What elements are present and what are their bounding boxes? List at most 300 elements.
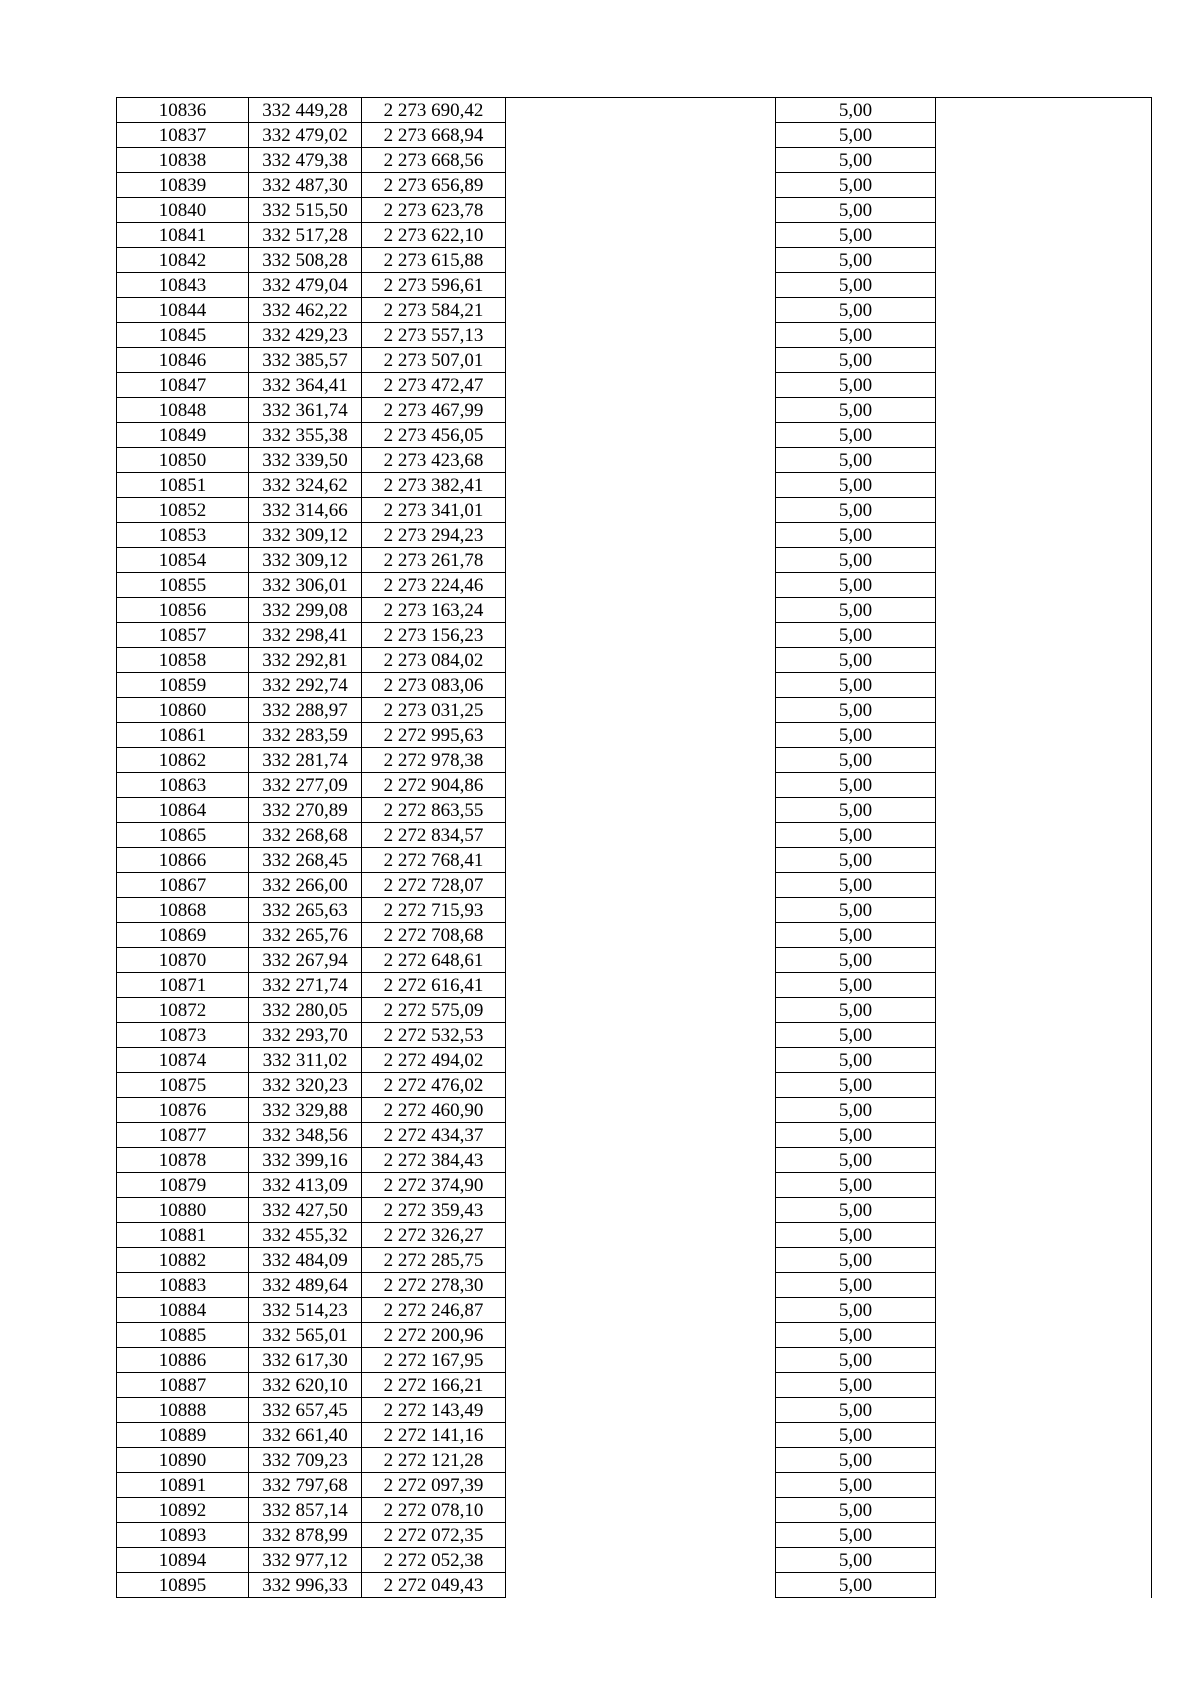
table-row [117,948,1152,973]
empty-cell [936,723,1152,748]
x-coordinate-cell: 332 339,50 [249,448,362,473]
point-number-cell: 10853 [117,523,249,548]
table-row [117,373,1152,398]
point-number-cell: 10842 [117,248,249,273]
x-coordinate-cell: 332 299,08 [249,598,362,623]
table-row [117,98,1152,123]
y-coordinate-cell: 2 272 460,90 [362,1098,506,1123]
empty-cell [936,948,1152,973]
y-coordinate-cell: 2 272 494,02 [362,1048,506,1073]
point-number-cell: 10888 [117,1398,249,1423]
table-row [117,148,1152,173]
empty-cell [506,1573,776,1598]
x-coordinate-cell: 332 427,50 [249,1198,362,1223]
empty-cell [506,1423,776,1448]
value-cell: 5,00 [776,623,936,648]
point-number-cell: 10837 [117,123,249,148]
empty-cell [506,648,776,673]
table-row [117,673,1152,698]
empty-cell [936,1398,1152,1423]
y-coordinate-cell: 2 273 668,94 [362,123,506,148]
point-number-cell: 10846 [117,348,249,373]
x-coordinate-cell: 332 517,28 [249,223,362,248]
x-coordinate-cell: 332 996,33 [249,1573,362,1598]
empty-cell [506,223,776,248]
empty-cell [936,198,1152,223]
point-number-cell: 10854 [117,548,249,573]
empty-cell [936,698,1152,723]
table-row [117,998,1152,1023]
point-number-cell: 10885 [117,1323,249,1348]
x-coordinate-cell: 332 878,99 [249,1523,362,1548]
value-cell: 5,00 [776,598,936,623]
x-coordinate-cell: 332 309,12 [249,548,362,573]
table-row [117,723,1152,748]
empty-cell [936,1248,1152,1273]
empty-cell [936,1498,1152,1523]
table-row [117,1148,1152,1173]
x-coordinate-cell: 332 309,12 [249,523,362,548]
y-coordinate-cell: 2 273 557,13 [362,323,506,348]
empty-cell [506,1373,776,1398]
y-coordinate-cell: 2 272 167,95 [362,1348,506,1373]
table-row [117,873,1152,898]
table-row [117,273,1152,298]
empty-cell [506,998,776,1023]
value-cell: 5,00 [776,973,936,998]
value-cell: 5,00 [776,948,936,973]
point-number-cell: 10852 [117,498,249,523]
value-cell: 5,00 [776,1573,936,1598]
empty-cell [506,448,776,473]
y-coordinate-cell: 2 272 326,27 [362,1223,506,1248]
x-coordinate-cell: 332 268,45 [249,848,362,873]
y-coordinate-cell: 2 272 708,68 [362,923,506,948]
x-coordinate-cell: 332 283,59 [249,723,362,748]
empty-cell [506,523,776,548]
empty-cell [936,473,1152,498]
empty-cell [936,973,1152,998]
y-coordinate-cell: 2 273 163,24 [362,598,506,623]
value-cell: 5,00 [776,373,936,398]
y-coordinate-cell: 2 273 031,25 [362,698,506,723]
x-coordinate-cell: 332 484,09 [249,1248,362,1273]
value-cell: 5,00 [776,1223,936,1248]
y-coordinate-cell: 2 273 668,56 [362,148,506,173]
value-cell: 5,00 [776,1348,936,1373]
x-coordinate-cell: 332 489,64 [249,1273,362,1298]
point-number-cell: 10836 [117,98,249,123]
value-cell: 5,00 [776,98,936,123]
point-number-cell: 10887 [117,1373,249,1398]
empty-cell [506,873,776,898]
empty-cell [936,248,1152,273]
empty-cell [506,698,776,723]
empty-cell [936,148,1152,173]
empty-cell [506,798,776,823]
point-number-cell: 10861 [117,723,249,748]
value-cell: 5,00 [776,723,936,748]
empty-cell [936,773,1152,798]
value-cell: 5,00 [776,848,936,873]
table-row [117,423,1152,448]
table-row [117,1073,1152,1098]
point-number-cell: 10874 [117,1048,249,1073]
table-row [117,848,1152,873]
y-coordinate-cell: 2 272 052,38 [362,1548,506,1573]
empty-cell [936,1198,1152,1223]
y-coordinate-cell: 2 272 728,07 [362,873,506,898]
x-coordinate-cell: 332 324,62 [249,473,362,498]
empty-cell [936,1073,1152,1098]
table-row [117,923,1152,948]
empty-cell [936,873,1152,898]
table-row [117,398,1152,423]
point-number-cell: 10890 [117,1448,249,1473]
point-number-cell: 10859 [117,673,249,698]
x-coordinate-cell: 332 617,30 [249,1348,362,1373]
table-row [117,898,1152,923]
table-row [117,248,1152,273]
empty-cell [506,773,776,798]
x-coordinate-cell: 332 413,09 [249,1173,362,1198]
value-cell: 5,00 [776,1148,936,1173]
value-cell: 5,00 [776,1273,936,1298]
y-coordinate-cell: 2 273 623,78 [362,198,506,223]
value-cell: 5,00 [776,1023,936,1048]
x-coordinate-cell: 332 361,74 [249,398,362,423]
empty-cell [506,573,776,598]
table-row [117,548,1152,573]
x-coordinate-cell: 332 277,09 [249,773,362,798]
empty-cell [506,173,776,198]
point-number-cell: 10893 [117,1523,249,1548]
value-cell: 5,00 [776,448,936,473]
point-number-cell: 10873 [117,1023,249,1048]
empty-cell [506,823,776,848]
point-number-cell: 10858 [117,648,249,673]
value-cell: 5,00 [776,1473,936,1498]
point-number-cell: 10867 [117,873,249,898]
x-coordinate-cell: 332 292,74 [249,673,362,698]
empty-cell [936,1223,1152,1248]
x-coordinate-cell: 332 449,28 [249,98,362,123]
value-cell: 5,00 [776,998,936,1023]
value-cell: 5,00 [776,548,936,573]
empty-cell [936,1523,1152,1548]
value-cell: 5,00 [776,348,936,373]
point-number-cell: 10864 [117,798,249,823]
table-row [117,1248,1152,1273]
table-row [117,223,1152,248]
y-coordinate-cell: 2 272 078,10 [362,1498,506,1523]
y-coordinate-cell: 2 273 261,78 [362,548,506,573]
value-cell: 5,00 [776,248,936,273]
empty-cell [506,1548,776,1573]
empty-cell [936,1173,1152,1198]
point-number-cell: 10860 [117,698,249,723]
y-coordinate-cell: 2 273 084,02 [362,648,506,673]
y-coordinate-cell: 2 272 648,61 [362,948,506,973]
point-number-cell: 10856 [117,598,249,623]
empty-cell [936,348,1152,373]
empty-cell [506,923,776,948]
x-coordinate-cell: 332 281,74 [249,748,362,773]
empty-cell [936,548,1152,573]
y-coordinate-cell: 2 272 904,86 [362,773,506,798]
empty-cell [506,1148,776,1173]
empty-cell [936,573,1152,598]
point-number-cell: 10880 [117,1198,249,1223]
table-row [117,698,1152,723]
y-coordinate-cell: 2 272 532,53 [362,1023,506,1048]
empty-cell [506,198,776,223]
empty-cell [936,1098,1152,1123]
y-coordinate-cell: 2 272 049,43 [362,1573,506,1598]
empty-cell [936,1473,1152,1498]
table-row [117,1323,1152,1348]
x-coordinate-cell: 332 265,63 [249,898,362,923]
point-number-cell: 10894 [117,1548,249,1573]
point-number-cell: 10865 [117,823,249,848]
empty-cell [506,498,776,523]
empty-cell [506,1023,776,1048]
empty-cell [936,323,1152,348]
y-coordinate-cell: 2 272 359,43 [362,1198,506,1223]
table-row [117,1123,1152,1148]
empty-cell [936,1423,1152,1448]
value-cell: 5,00 [776,423,936,448]
point-number-cell: 10868 [117,898,249,923]
empty-cell [936,598,1152,623]
value-cell: 5,00 [776,1398,936,1423]
x-coordinate-cell: 332 429,23 [249,323,362,348]
value-cell: 5,00 [776,923,936,948]
empty-cell [506,1223,776,1248]
empty-cell [936,1448,1152,1473]
empty-cell [506,423,776,448]
value-cell: 5,00 [776,698,936,723]
y-coordinate-cell: 2 273 224,46 [362,573,506,598]
empty-cell [506,848,776,873]
value-cell: 5,00 [776,1073,936,1098]
value-cell: 5,00 [776,123,936,148]
y-coordinate-cell: 2 272 143,49 [362,1398,506,1423]
point-number-cell: 10869 [117,923,249,948]
x-coordinate-cell: 332 280,05 [249,998,362,1023]
x-coordinate-cell: 332 479,38 [249,148,362,173]
point-number-cell: 10883 [117,1273,249,1298]
value-cell: 5,00 [776,873,936,898]
table-row [117,1523,1152,1548]
point-number-cell: 10862 [117,748,249,773]
table-row [117,573,1152,598]
empty-cell [506,1448,776,1473]
empty-cell [936,523,1152,548]
empty-cell [936,173,1152,198]
x-coordinate-cell: 332 266,00 [249,873,362,898]
x-coordinate-cell: 332 515,50 [249,198,362,223]
coordinates-table [116,97,1152,1598]
empty-cell [936,1323,1152,1348]
y-coordinate-cell: 2 273 341,01 [362,498,506,523]
empty-cell [936,498,1152,523]
empty-cell [506,598,776,623]
table-row [117,1448,1152,1473]
empty-cell [506,1523,776,1548]
table-row [117,198,1152,223]
value-cell: 5,00 [776,1298,936,1323]
empty-cell [506,348,776,373]
x-coordinate-cell: 332 797,68 [249,1473,362,1498]
x-coordinate-cell: 332 620,10 [249,1373,362,1398]
value-cell: 5,00 [776,898,936,923]
y-coordinate-cell: 2 272 978,38 [362,748,506,773]
table-row [117,1173,1152,1198]
x-coordinate-cell: 332 298,41 [249,623,362,648]
empty-cell [506,273,776,298]
table-row [117,523,1152,548]
x-coordinate-cell: 332 479,04 [249,273,362,298]
empty-cell [936,848,1152,873]
y-coordinate-cell: 2 272 166,21 [362,1373,506,1398]
empty-cell [506,723,776,748]
x-coordinate-cell: 332 462,22 [249,298,362,323]
x-coordinate-cell: 332 385,57 [249,348,362,373]
table-row [117,798,1152,823]
value-cell: 5,00 [776,648,936,673]
y-coordinate-cell: 2 272 434,37 [362,1123,506,1148]
empty-cell [506,1473,776,1498]
point-number-cell: 10871 [117,973,249,998]
point-number-cell: 10838 [117,148,249,173]
y-coordinate-cell: 2 273 294,23 [362,523,506,548]
value-cell: 5,00 [776,273,936,298]
x-coordinate-cell: 332 268,68 [249,823,362,848]
empty-cell [506,948,776,973]
point-number-cell: 10847 [117,373,249,398]
point-number-cell: 10881 [117,1223,249,1248]
value-cell: 5,00 [776,1123,936,1148]
point-number-cell: 10884 [117,1298,249,1323]
value-cell: 5,00 [776,173,936,198]
empty-cell [936,823,1152,848]
point-number-cell: 10841 [117,223,249,248]
value-cell: 5,00 [776,1448,936,1473]
empty-cell [506,1073,776,1098]
x-coordinate-cell: 332 455,32 [249,1223,362,1248]
table-row [117,1298,1152,1323]
value-cell: 5,00 [776,823,936,848]
point-number-cell: 10892 [117,1498,249,1523]
x-coordinate-cell: 332 661,40 [249,1423,362,1448]
empty-cell [506,473,776,498]
x-coordinate-cell: 332 514,23 [249,1298,362,1323]
y-coordinate-cell: 2 273 656,89 [362,173,506,198]
table-row [117,448,1152,473]
empty-cell [936,1373,1152,1398]
point-number-cell: 10840 [117,198,249,223]
value-cell: 5,00 [776,1548,936,1573]
x-coordinate-cell: 332 292,81 [249,648,362,673]
table-row [117,973,1152,998]
empty-cell [506,748,776,773]
empty-cell [936,448,1152,473]
point-number-cell: 10848 [117,398,249,423]
point-number-cell: 10843 [117,273,249,298]
empty-cell [936,623,1152,648]
empty-cell [936,798,1152,823]
empty-cell [936,748,1152,773]
table-row [117,1498,1152,1523]
value-cell: 5,00 [776,148,936,173]
table-row [117,473,1152,498]
point-number-cell: 10844 [117,298,249,323]
coordinates-table-body [117,98,1152,1598]
table-row [117,1023,1152,1048]
table-row [117,1348,1152,1373]
x-coordinate-cell: 332 487,30 [249,173,362,198]
y-coordinate-cell: 2 272 200,96 [362,1323,506,1348]
empty-cell [506,298,776,323]
x-coordinate-cell: 332 857,14 [249,1498,362,1523]
value-cell: 5,00 [776,748,936,773]
y-coordinate-cell: 2 272 616,41 [362,973,506,998]
point-number-cell: 10857 [117,623,249,648]
value-cell: 5,00 [776,223,936,248]
y-coordinate-cell: 2 273 584,21 [362,298,506,323]
point-number-cell: 10875 [117,1073,249,1098]
point-number-cell: 10891 [117,1473,249,1498]
y-coordinate-cell: 2 273 507,01 [362,348,506,373]
empty-cell [936,123,1152,148]
empty-cell [936,1573,1152,1598]
table-row [117,498,1152,523]
point-number-cell: 10877 [117,1123,249,1148]
table-row [117,648,1152,673]
point-number-cell: 10850 [117,448,249,473]
y-coordinate-cell: 2 272 834,57 [362,823,506,848]
empty-cell [506,1348,776,1373]
empty-cell [936,898,1152,923]
x-coordinate-cell: 332 657,45 [249,1398,362,1423]
x-coordinate-cell: 332 508,28 [249,248,362,273]
y-coordinate-cell: 2 272 476,02 [362,1073,506,1098]
empty-cell [936,998,1152,1023]
empty-cell [936,98,1152,123]
table-row [117,1573,1152,1598]
empty-cell [506,148,776,173]
empty-cell [506,323,776,348]
x-coordinate-cell: 332 709,23 [249,1448,362,1473]
x-coordinate-cell: 332 270,89 [249,798,362,823]
x-coordinate-cell: 332 314,66 [249,498,362,523]
empty-cell [936,1123,1152,1148]
y-coordinate-cell: 2 273 083,06 [362,673,506,698]
y-coordinate-cell: 2 273 467,99 [362,398,506,423]
value-cell: 5,00 [776,198,936,223]
x-coordinate-cell: 332 355,38 [249,423,362,448]
x-coordinate-cell: 332 348,56 [249,1123,362,1148]
empty-cell [506,1173,776,1198]
table-row [117,1398,1152,1423]
y-coordinate-cell: 2 273 615,88 [362,248,506,273]
point-number-cell: 10878 [117,1148,249,1173]
value-cell: 5,00 [776,1423,936,1448]
empty-cell [506,623,776,648]
empty-cell [506,1248,776,1273]
value-cell: 5,00 [776,298,936,323]
